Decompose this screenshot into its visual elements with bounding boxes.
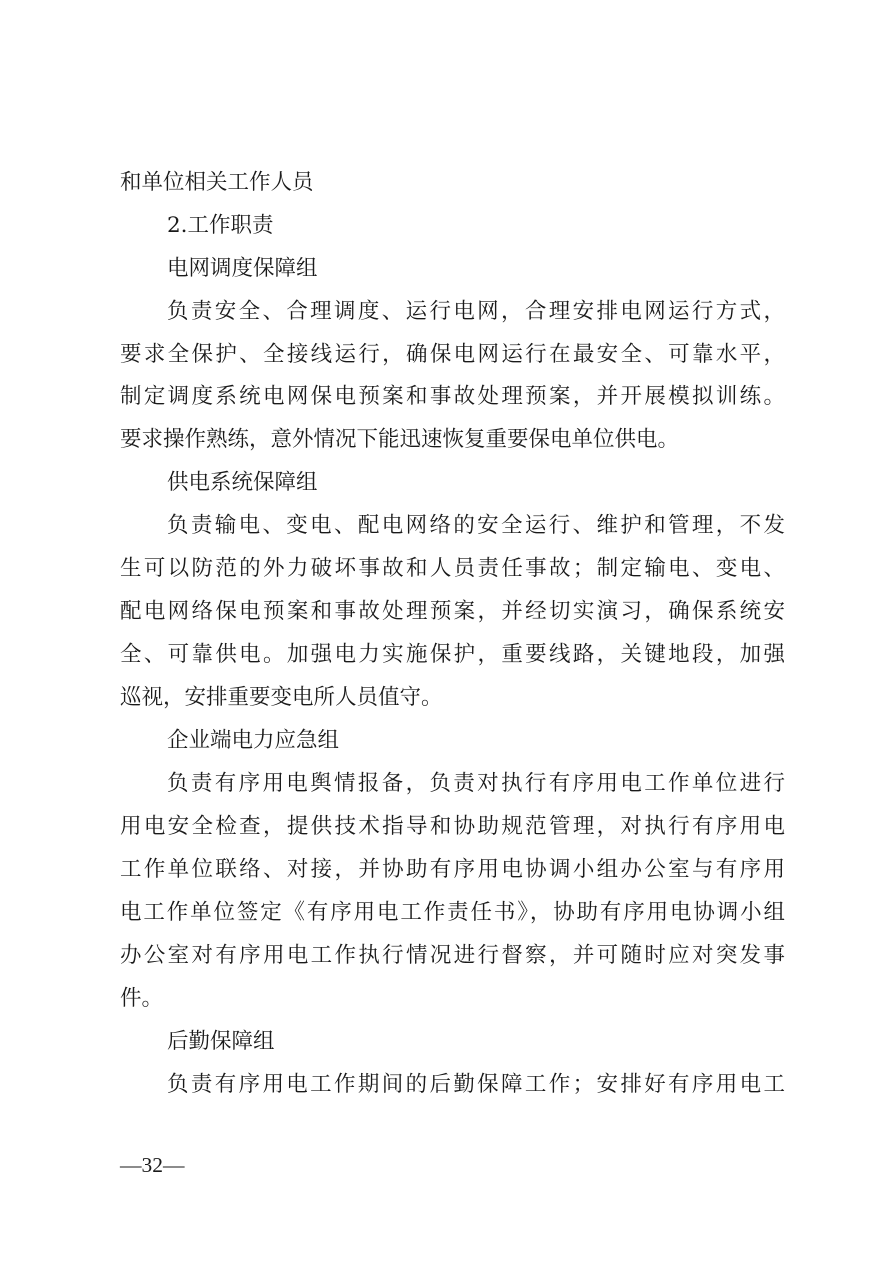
section-heading: 2.工作职责 xyxy=(167,213,274,238)
body-line: 负责输电、变电、配电网络的安全运行、维护和管理，不发 xyxy=(167,513,785,538)
page-number: —32— xyxy=(120,1153,185,1177)
body-line: 全、可靠供电。加强电力实施保护，重要线路，关键地段，加强 xyxy=(120,642,785,667)
group-heading: 企业端电力应急组 xyxy=(167,728,340,753)
body-line: 件。 xyxy=(120,986,164,1011)
body-line: 制定调度系统电网保电预案和事故处理预案，并开展模拟训练。 xyxy=(120,384,785,409)
body-line: 电工作单位签定《有序用电工作责任书》，协助有序用电协调小组 xyxy=(120,900,785,925)
group-heading: 后勤保障组 xyxy=(167,1029,275,1054)
body-line: 要求操作熟练，意外情况下能迅速恢复重要保电单位供电。 xyxy=(120,427,680,452)
body-line: 负责有序用电舆情报备，负责对执行有序用电工作单位进行 xyxy=(167,771,785,796)
body-line: 生可以防范的外力破坏事故和人员责任事故；制定输电、变电、 xyxy=(120,556,785,581)
body-line: 负责有序用电工作期间的后勤保障工作；安排好有序用电工 xyxy=(167,1072,785,1097)
body-line: 巡视，安排重要变电所人员值守。 xyxy=(120,685,443,710)
group-heading: 电网调度保障组 xyxy=(167,256,318,281)
body-line: 负责安全、合理调度、运行电网，合理安排电网运行方式， xyxy=(167,299,785,324)
body-line: 配电网络保电预案和事故处理预案，并经切实演习，确保系统安 xyxy=(120,599,785,624)
body-line: 用电安全检查，提供技术指导和协助规范管理，对执行有序用电 xyxy=(120,814,785,839)
body-line: 要求全保护、全接线运行，确保电网运行在最安全、可靠水平， xyxy=(120,342,785,367)
body-line: 办公室对有序用电工作执行情况进行督察，并可随时应对突发事 xyxy=(120,943,785,968)
body-line: 工作单位联络、对接，并协助有序用电协调小组办公室与有序用 xyxy=(120,857,785,882)
group-heading: 供电系统保障组 xyxy=(167,470,318,495)
body-line: 和单位相关工作人员 xyxy=(120,170,314,195)
